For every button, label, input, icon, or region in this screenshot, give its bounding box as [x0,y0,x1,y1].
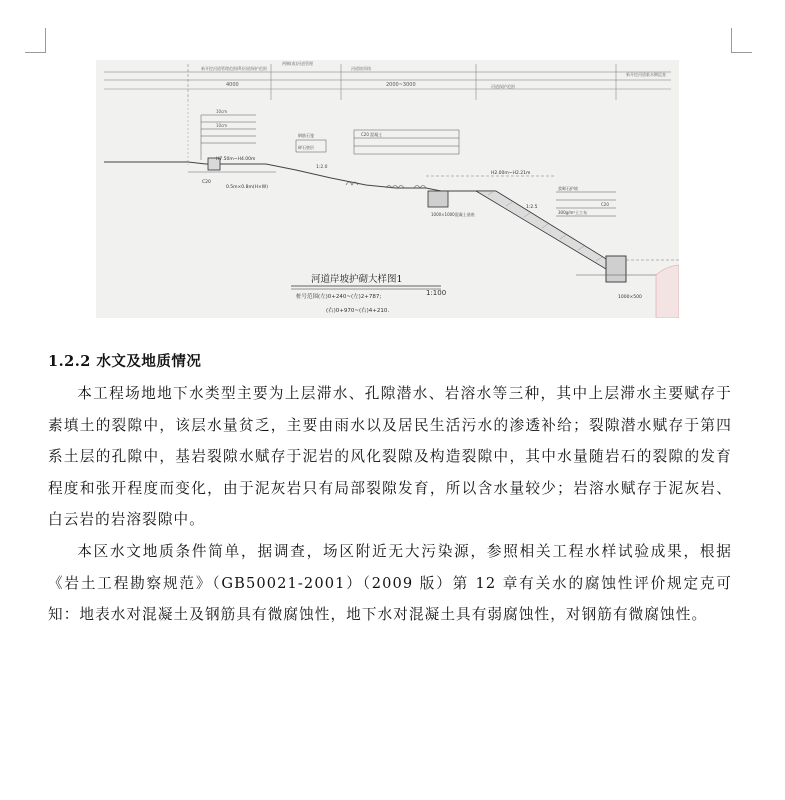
mid-label-1: 钢筋石笼 [298,133,314,138]
dim-4000: 4000 [226,82,239,88]
section-heading: 1.2.2 水文及地质情况 [48,353,202,370]
slope-ratio-1: 1:2.0 [316,165,328,170]
base-box-note: 1000×1000混凝土基座 [431,212,475,217]
right-note-2: 300g/m²土工布 [558,210,588,215]
top-note-1: 新开挖河道管理范围(R)河道保护范围 [201,66,267,71]
paragraph-corrosion: 本区水文地质条件简单，据调查，场区附近无大污染源，参照相关工程水样试验成果，根据《岩土工程勘察规范》（GB50021-2001）（2009 版）第 12 章有关水的腐蚀性评价规定克可知：地表水对混凝土及钢筋具有微腐蚀性，地下水对混凝土具有弱腐蚀性，对钢筋有微腐蚀性。 [48,543,732,623]
right-elevation-label: H2.00m~H2.21m [491,171,531,176]
page-corner-mark-top-right [731,28,752,53]
slope-ratio-2: 1:2.5 [526,205,538,210]
right-note-3: C20 [601,202,609,207]
dim-2000-3000: 2000~3000 [386,82,416,88]
top-note-4: 河道保护范围 [491,84,515,89]
left-stake-size: 0.5m×0.8m(H×W) [226,185,268,190]
top-note-3: 河道坡顶线 [351,66,371,71]
top-note-5: 新开挖河道临水侧巡查 [626,72,666,77]
slope-elevation-label: H7.50m~H4.00m [216,157,256,162]
mid-label-2: 碎石垫层 [298,145,314,150]
top-note-2: 两侧(或)河道管理 [282,61,314,66]
toe-size-label: 1000×500 [618,295,642,300]
paragraph-groundwater: 本工程场地地下水类型主要为上层滞水、孔隙潜水、岩溶水等三种，其中上层滞水主要赋存于素填土的裂隙中，该层水量贫乏，主要由雨水以及居民生活污水的渗透补给；裂隙潜水赋存于第四系土层的孔隙中，基岩裂隙水赋存于泥岩的风化裂隙及构造裂隙中，其中水量随岩石的裂隙的发育程度和张开程度而变化，由于泥灰岩只有局部裂隙发育，所以含水量较少；岩溶水赋存于泥灰岩、白云岩的岩溶裂隙中。 [48,385,732,528]
left-c20-label: C20 [202,180,211,185]
river-slope-drawing-photo [96,60,679,318]
drawing-title: 河道岸坡护砌大样图1 [311,274,403,285]
stake-range-line-1: 桩号范围(左)0+240~(左)2+787; [296,294,382,300]
drawing-scale: 1:100 [426,289,447,297]
mid-label-3: C20 混凝土 [361,132,383,137]
left-note-1: 10cm [216,109,228,114]
stake-range-line-2: (右)0+970~(右)4+210. [326,308,390,314]
drawing-svg [96,60,679,318]
left-note-2: 10cm [216,123,228,128]
right-note-1: 浆砌石护坡 [558,186,578,191]
page-corner-mark-top-left [25,28,46,53]
